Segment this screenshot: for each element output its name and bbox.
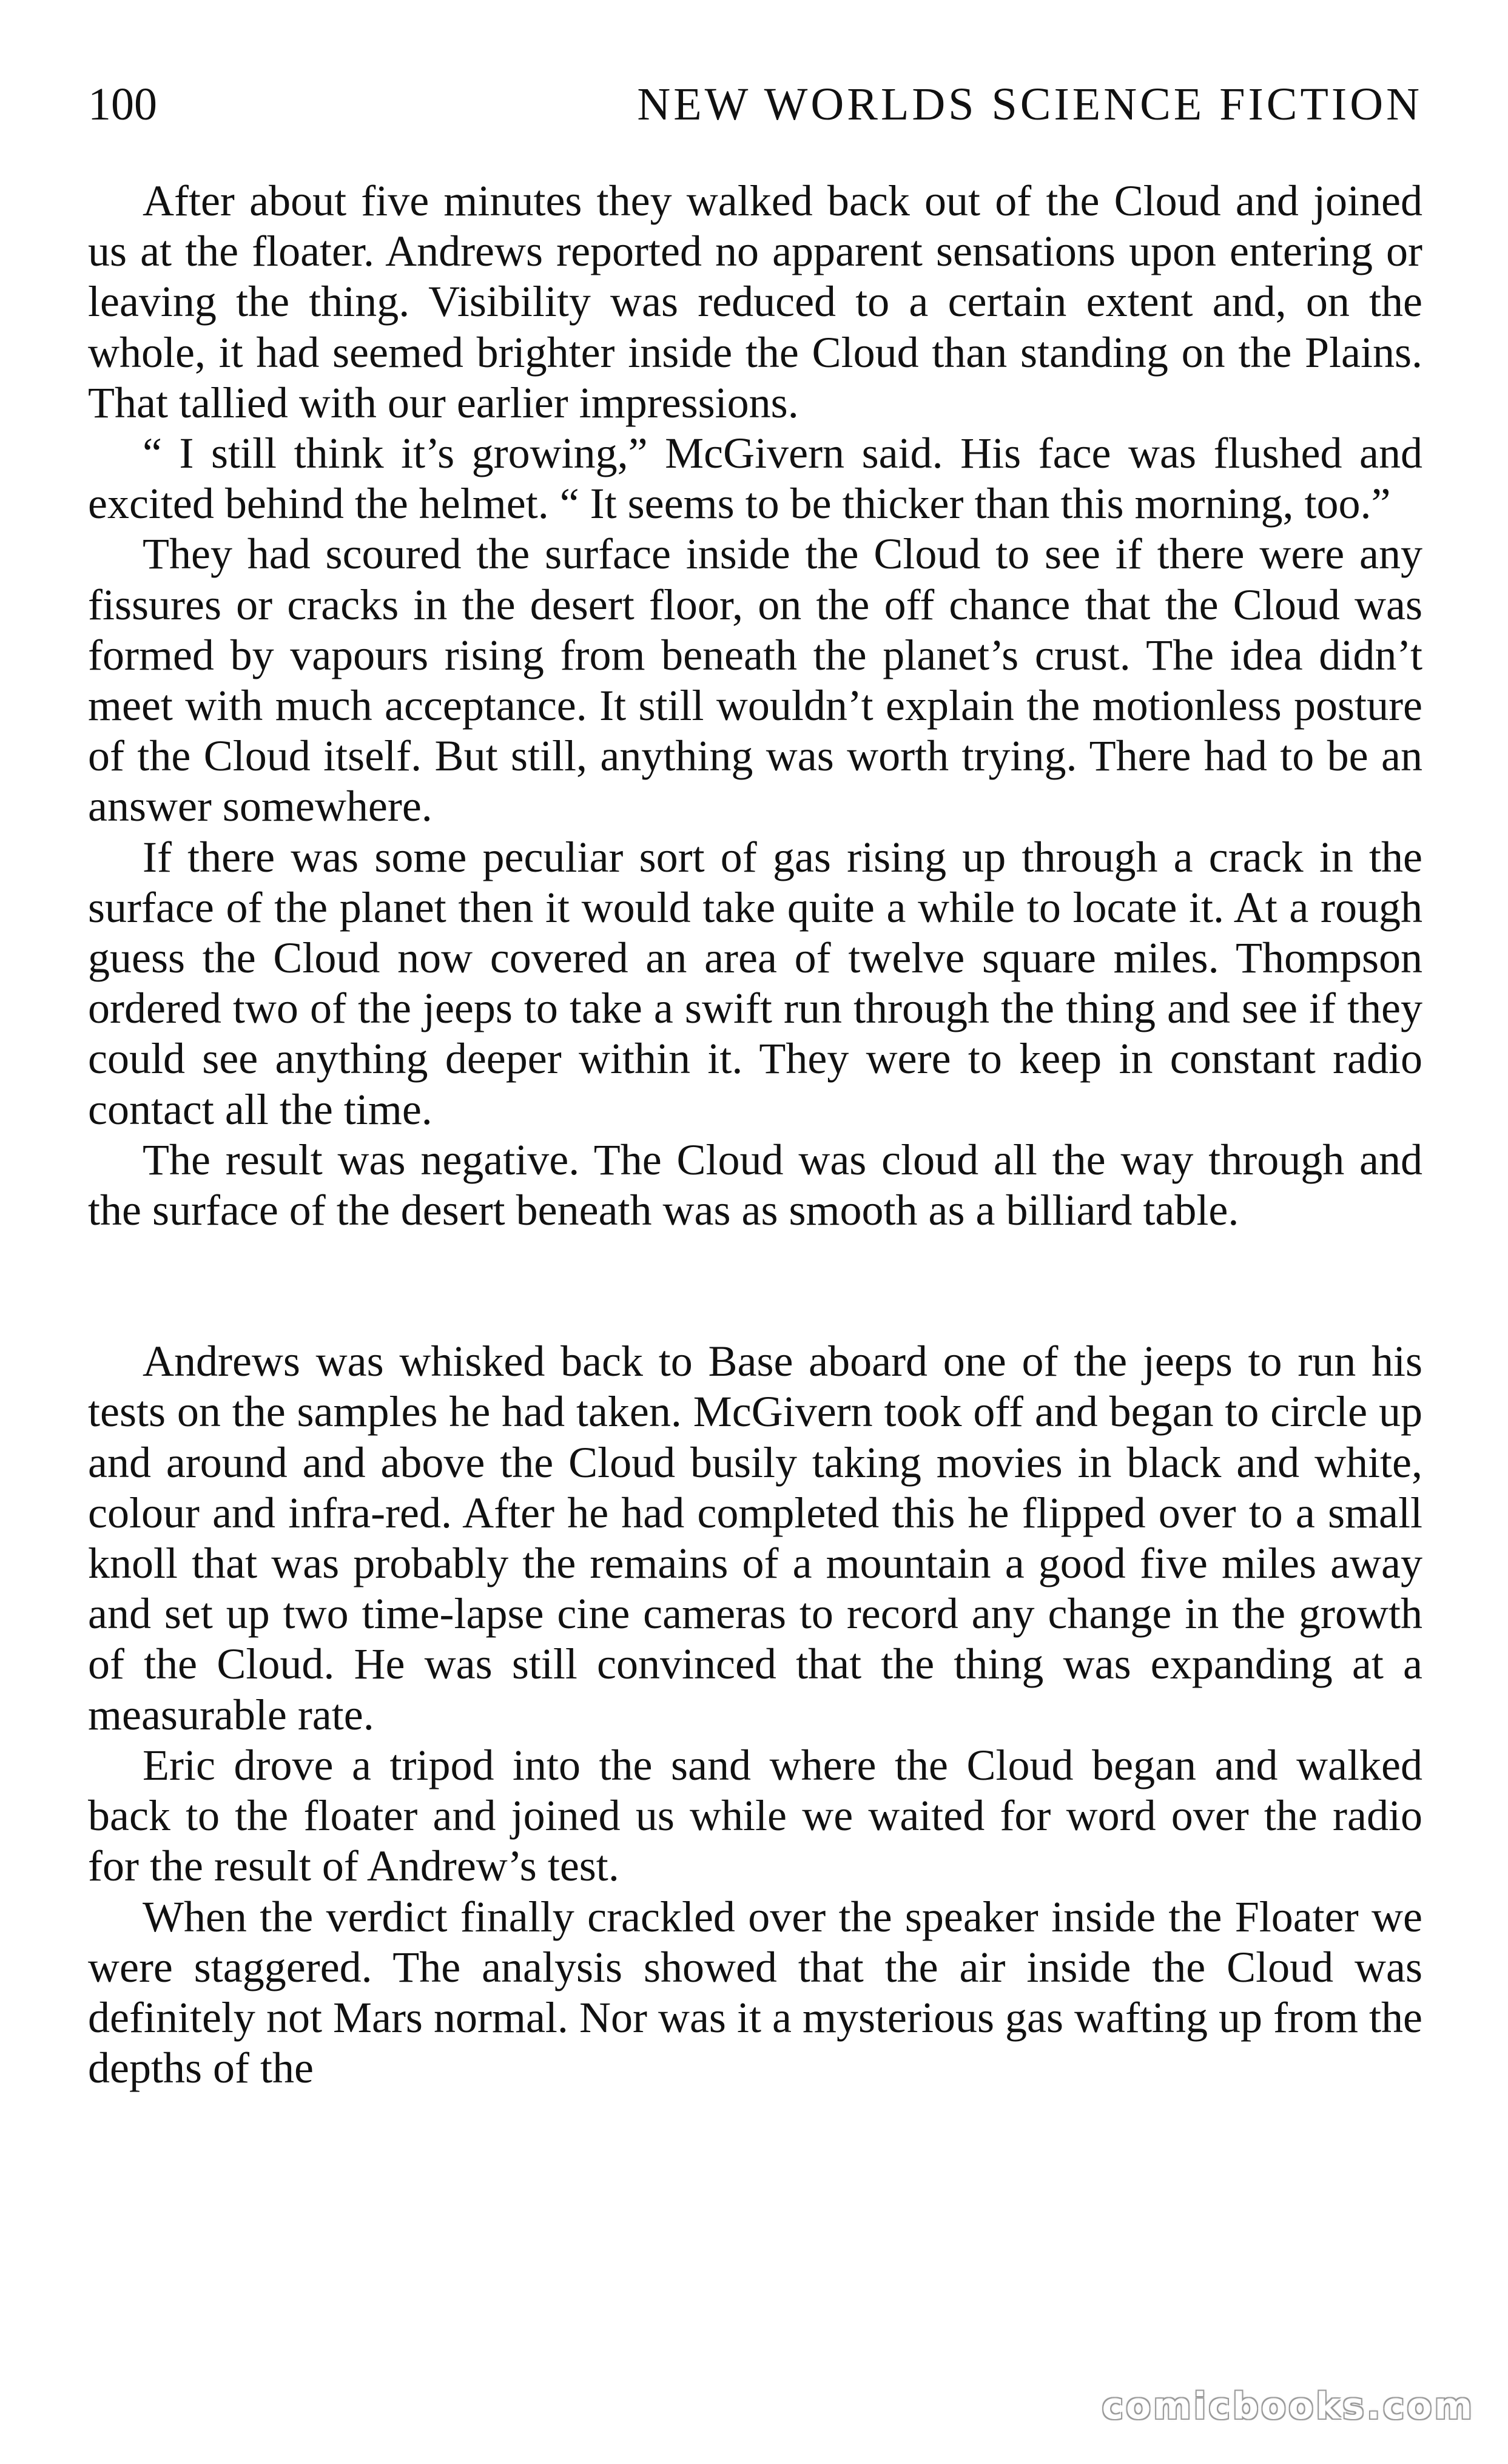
paragraph: Eric drove a tripod into the sand where the Cloud began and walked back to the floater and joined us while we waited for word over the radio for the result of Andrew’s test. [88, 1740, 1422, 1891]
paragraph: Andrews was whisked back to Base aboard one of the jeeps to run his tests on the samples he had taken. McGivern took off and began to circle up and around and above the Cloud busily taking movies in black and white, colour and infra-red. After he had completed this he flipped over to a small knoll that was probably the remains of a mountain a good five miles away and set up two time-lapse cine cameras to record any change in the growth of the Cloud. He was still convinced that the thing was expanding at a measurable rate. [88, 1337, 1422, 1739]
page-number: 100 [88, 79, 157, 130]
paragraph: When the verdict finally crackled over the speaker inside the Floater we were staggered. The analysis showed that the air inside the Cloud was definitely not Mars normal. Nor was it a mysterious gas wafting up from the depths of the [88, 1892, 1422, 2093]
paragraph: After about five minutes they walked back out of the Cloud and joined us at the floater. Andrews reported no apparent sensations upon entering or leaving the thing. Visibility was reduced to a certain extent and, on the whole, it had seemed brighter inside the Cloud than standing on the Plains. That tallied with our earlier impressions. [88, 177, 1422, 427]
body-text [88, 176, 1422, 2093]
paragraph: The result was negative. The Cloud was cloud all the way through and the surface of the desert beneath was as smooth as a billiard table. [88, 1135, 1422, 1235]
site-watermark: comicbooks.com [1102, 2385, 1475, 2428]
paragraph: If there was some peculiar sort of gas rising up through a crack in the surface of the planet then it would take quite a while to locate it. At a rough guess the Cloud now covered an area of twelve square miles. Thompson ordered two of the jeeps to take a swift run through the thing and see if they could see anything deeper within it. They were to keep in constant radio contact all the time. [88, 832, 1422, 1134]
running-title: NEW WORLDS SCIENCE FICTION [637, 79, 1422, 130]
section-break [88, 1236, 1422, 1336]
paragraph: They had scoured the surface inside the Cloud to see if there were any fissures or cracks in the desert floor, on the off chance that the Cloud was formed by vapours rising from beneath the planet’s crust. The idea didn’t meet with much acceptance. It still wouldn’t explain the motionless posture of the Cloud itself. But still, anything was worth trying. There had to be an answer somewhere. [88, 530, 1422, 831]
paragraph: “ I still think it’s growing,” McGivern said. His face was flushed and excited behind the helmet. “ It seems to be thicker than this morning, too.” [88, 429, 1422, 528]
page-header [88, 74, 1422, 135]
